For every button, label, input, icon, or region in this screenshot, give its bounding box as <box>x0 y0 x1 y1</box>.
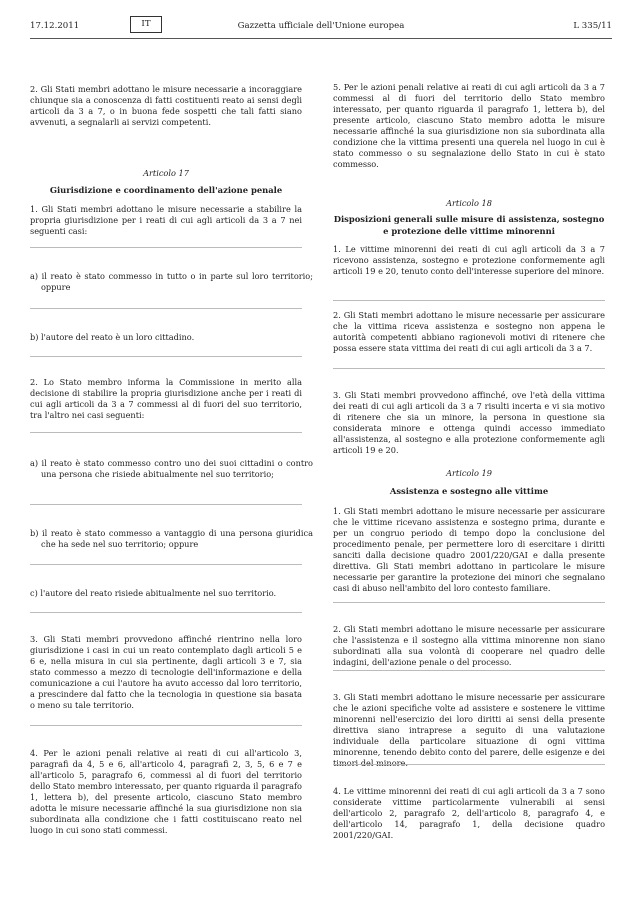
article17-paragraph-1: 1. Gli Stati membri adottano le misure necessarie a stabilire la propria giurisdizione per i reati di cui agli articoli da 3 a 7 nei seguenti casi: <box>30 204 302 236</box>
divider <box>333 670 605 671</box>
right-column <box>333 46 605 896</box>
header-rule <box>30 38 612 39</box>
publication-date: 17.12.2011 <box>30 21 80 31</box>
article17-p1-item-b: b) l'autore del reato è un loro cittadino. <box>30 332 195 342</box>
article18-paragraph-2: 2. Gli Stati membri adottano le misure necessarie per assicurare che la vittima riceva assistenza e sostegno non appena le autorità competenti abbiano ragionevoli motivi di ritenere che possa essere stata vittima dei reati di cui agli articoli da 3 a 7. <box>333 310 605 353</box>
article18-title: Disposizioni generali sulle misure di assistenza, sostegno e protezione delle vittime minorenni <box>333 214 605 236</box>
article19-number: Articolo 19 <box>446 468 492 478</box>
journal-title: Gazzetta ufficiale dell'Unione europea <box>237 21 405 31</box>
article17-p2-item-c: c) l'autore del reato risiede abitualmente nel suo territorio. <box>30 588 277 598</box>
divider <box>333 602 605 603</box>
language-badge: IT <box>130 16 162 33</box>
divider <box>30 432 302 433</box>
divider <box>30 504 302 505</box>
article19-paragraph-2: 2. Gli Stati membri adottano le misure necessarie per assicurare che l'assistenza e il sostegno alla vittima minorenne non siano subordinati alla sua volontà di cooperare nel quadro delle indagini, dell'azione penale o del processo. <box>333 624 605 667</box>
page-reference: L 335/11 <box>573 21 612 31</box>
article18-number: Articolo 18 <box>446 198 492 208</box>
article17-paragraph-3: 3. Gli Stati membri provvedono affinché rientrino nella loro giurisdizione i casi in cui un reato contemplato dagli articoli 5 e 6 e, nella misura in cui sia pertinente, dagli articoli 3 e 7, sia stato commesso a mezzo di tecnologie dell'informazione e della comunicazione a cui l'autore ha avuto accesso dal loro territorio, a prescindere dal fatto che la tecnologia in questione sia basata o meno su tale territorio. <box>30 634 302 710</box>
article17-paragraph-2: 2. Lo Stato membro informa la Commissione in merito alla decisione di stabilire la propria giurisdizione anche per i reati di cui agli articoli da 3 a 7 commessi al di fuori del suo territorio, tra l'altro nei casi seguenti: <box>30 377 302 420</box>
article16-paragraph-2: 2. Gli Stati membri adottano le misure necessarie a incoraggiare chiunque sia a conoscenza di fatti costituenti reato ai sensi degli articoli da 3 a 7, o in buona fede sospetti che tali fatti siano avvenuti, a segnalarli ai servizi competenti. <box>30 84 302 127</box>
divider <box>30 564 302 565</box>
article17-title: Giurisdizione e coordinamento dell'azione penale <box>49 185 283 195</box>
article17-p2-item-b: b) il reato è stato commesso a vantaggio di una persona giuridica che ha sede nel suo territorio; oppure <box>30 528 313 549</box>
divider <box>333 300 605 301</box>
left-column <box>30 46 313 896</box>
article18-paragraph-3: 3. Gli Stati membri provvedono affinché, ove l'età della vittima dei reati di cui agli articoli da 3 a 7 risulti incerta e vi sia motivo di ritenere che sia un minore, la persona in questione sia considerata minore e ottenga quindi accesso immediato all'assistenza, al sostegno e alla protezione conformemente agli articoli 19 e 20. <box>333 390 605 455</box>
article19-paragraph-3: 3. Gli Stati membri adottano le misure necessarie per assicurare che le azioni specifiche volte ad assistere e sostenere le vittime minorenni nell'esercizio dei loro diritti ai sensi della presente direttiva siano intraprese a seguito di una valutazione individuale della particolare situazione di ogni vittima minorenne, tenendo debito conto del parere, delle esigenze e dei timori del minore. <box>333 692 605 768</box>
article17-paragraph-5: 5. Per le azioni penali relative ai reati di cui agli articoli da 3 a 7 commessi al di fuori del territorio dello Stato membro interessato, per quanto riguarda il paragrafo 1, lettera b), del presente articolo, ciascuno Stato membro adotta le misure necessarie affinché la sua giurisdizione non sia subordinata alla condizione che la vittima presenti una querela nel luogo in cui è stato commesso o su segnalazione dello Stato in cui è stato commesso. <box>333 82 605 169</box>
article19-paragraph-1: 1. Gli Stati membri adottano le misure necessarie per assicurare che le vittime ricevano assistenza e sostegno prima, durante e per un congruo periodo di tempo dopo la conclusione del procedimento penale, per permettere loro di esercitare i diritti sanciti dalla decisione quadro 2001/220/GAI e dalla presente direttiva. Gli Stati membri adottano in particolare le misure necessarie per garantire la protezione dei minori che segnalano casi di abuso nell'ambito del loro contesto familiare. <box>333 506 605 593</box>
article17-paragraph-4: 4. Per le azioni penali relative ai reati di cui all'articolo 3, paragrafi da 4, 5 e 6, all'articolo 4, paragrafi 2, 3, 5, 6 e 7 e all'articolo 5, paragrafo 6, commessi al di fuori del territorio dello Stato membro interessato, per quanto riguarda il paragrafo 1, lettera b), del presente articolo, ciascuno Stato membro adotta le misure necessarie affinché la sua giurisdizione non sia subordinata alla condizione che i fatti costituiscano reato nel luogo in cui sono stati commessi. <box>30 748 302 835</box>
article17-p2-item-a: a) il reato è stato commesso contro uno dei suoi cittadini o contro una persona che risiede abitualmente nel suo territorio; <box>30 458 313 479</box>
divider <box>333 764 605 765</box>
page-header <box>30 16 612 40</box>
divider <box>30 308 302 309</box>
divider <box>333 368 605 369</box>
divider <box>30 612 302 613</box>
article18-paragraph-1: 1. Le vittime minorenni dei reati di cui agli articoli da 3 a 7 ricevono assistenza, sostegno e protezione conformemente agli articoli 19 e 20, tenuto conto dell'interesse superiore del minore. <box>333 244 605 276</box>
article19-paragraph-4: 4. Le vittime minorenni dei reati di cui agli articoli da 3 a 7 sono considerate vittime particolarmente vulnerabili ai sensi dell'articolo 2, paragrafo 2, dell'articolo 8, paragrafo 4, e dell'articolo 14, paragrafo 1, della decisione quadro 2001/220/GAI. <box>333 786 605 840</box>
divider <box>30 725 302 726</box>
article17-number: Articolo 17 <box>143 168 189 178</box>
divider <box>30 247 302 248</box>
article19-title: Assistenza e sostegno alle vittime <box>389 486 549 496</box>
article17-p1-item-a: a) il reato è stato commesso in tutto o in parte sul loro territorio; oppure <box>30 271 313 292</box>
divider <box>30 356 302 357</box>
